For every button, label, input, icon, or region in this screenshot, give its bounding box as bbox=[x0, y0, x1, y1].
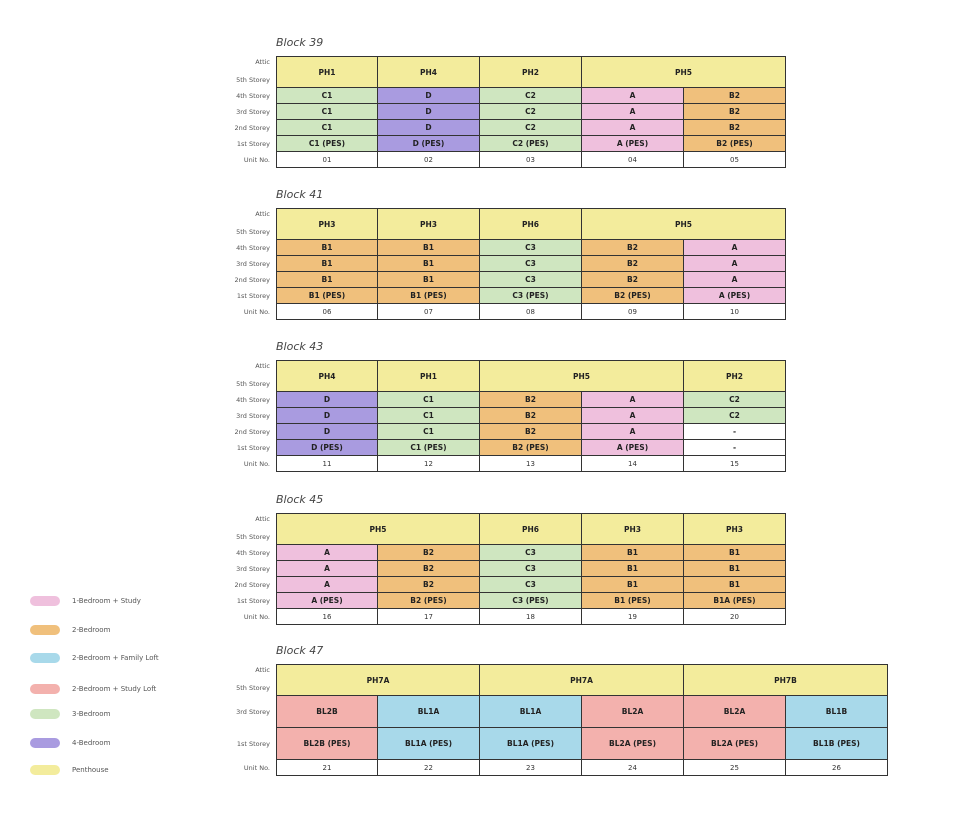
unit-number-cell: 16 bbox=[276, 609, 378, 625]
legend-swatch bbox=[30, 765, 60, 775]
unit-number-cell: 18 bbox=[480, 609, 582, 625]
row-label-second: 2nd Storey bbox=[234, 580, 270, 589]
unit-type-cell[interactable]: C2 (PES) bbox=[480, 136, 582, 152]
row-label-first: 1st Storey bbox=[236, 443, 270, 452]
unit-number-cell: 01 bbox=[276, 152, 378, 168]
unit-type-cell[interactable]: C3 bbox=[480, 561, 582, 577]
row-label-unit: Unit No. bbox=[243, 459, 270, 468]
unit-number-cell: 14 bbox=[582, 456, 684, 472]
penthouse-cell[interactable]: PH4 bbox=[378, 56, 480, 88]
unit-type-cell[interactable]: C1 bbox=[276, 104, 378, 120]
unit-number-cell: 15 bbox=[684, 456, 786, 472]
unit-type-cell[interactable]: A bbox=[276, 545, 378, 561]
unit-type-cell[interactable]: C3 bbox=[480, 240, 582, 256]
unit-type-cell[interactable]: B2 (PES) bbox=[684, 136, 786, 152]
penthouse-cell[interactable]: PH7B bbox=[684, 664, 888, 696]
unit-type-cell[interactable]: B1 bbox=[582, 545, 684, 561]
unit-type-cell[interactable]: BL1B (PES) bbox=[786, 728, 888, 760]
unit-type-cell[interactable]: C1 bbox=[378, 408, 480, 424]
unit-type-cell[interactable]: BL2A (PES) bbox=[582, 728, 684, 760]
unit-type-cell[interactable]: D bbox=[276, 424, 378, 440]
legend-swatch bbox=[30, 653, 60, 663]
row-label-fifth: 5th Storey bbox=[236, 533, 270, 541]
unit-type-cell[interactable]: B1 bbox=[378, 272, 480, 288]
unit-type-cell[interactable]: B1 bbox=[276, 256, 378, 272]
unit-type-cell[interactable]: B1A (PES) bbox=[684, 593, 786, 609]
unit-type-cell[interactable]: - bbox=[684, 424, 786, 440]
unit-number-cell: 21 bbox=[276, 760, 378, 776]
legend-swatch bbox=[30, 738, 60, 748]
row-label-third: 3rd Storey bbox=[236, 707, 270, 716]
penthouse-cell[interactable]: PH7A bbox=[480, 664, 684, 696]
unit-type-cell[interactable]: B1 bbox=[276, 240, 378, 256]
legend-label: 4-Bedroom bbox=[72, 739, 111, 747]
row-label-first: 1st Storey bbox=[236, 139, 270, 148]
unit-type-cell[interactable]: BL1B bbox=[786, 696, 888, 728]
penthouse-cell[interactable]: PH3 bbox=[378, 208, 480, 240]
row-label-third: 3rd Storey bbox=[236, 564, 270, 573]
block-title: Block 41 bbox=[276, 188, 324, 201]
row-label-attic: Attic bbox=[255, 515, 270, 523]
unit-type-cell[interactable]: C3 bbox=[480, 272, 582, 288]
row-label-fifth: 5th Storey bbox=[236, 228, 270, 236]
unit-type-cell[interactable]: A bbox=[582, 120, 684, 136]
unit-type-cell[interactable]: B1 bbox=[582, 577, 684, 593]
unit-type-cell[interactable]: B2 bbox=[582, 256, 684, 272]
row-label-attic: Attic bbox=[255, 58, 270, 66]
penthouse-cell[interactable]: PH7A bbox=[276, 664, 480, 696]
unit-type-cell[interactable]: B2 bbox=[378, 577, 480, 593]
penthouse-cell[interactable]: PH3 bbox=[684, 513, 786, 545]
penthouse-cell[interactable]: PH5 bbox=[480, 360, 684, 392]
unit-type-cell[interactable]: B2 bbox=[480, 408, 582, 424]
unit-type-cell[interactable]: C2 bbox=[480, 120, 582, 136]
legend-swatch bbox=[30, 709, 60, 719]
unit-type-cell[interactable]: A (PES) bbox=[582, 136, 684, 152]
unit-number-cell: 04 bbox=[582, 152, 684, 168]
unit-type-cell[interactable]: BL1A (PES) bbox=[480, 728, 582, 760]
legend-label: 3-Bedroom bbox=[72, 710, 111, 718]
unit-type-cell[interactable]: B2 bbox=[684, 104, 786, 120]
row-label-attic: Attic bbox=[255, 666, 270, 674]
legend-label: 2-Bedroom + Study Loft bbox=[72, 685, 157, 693]
row-label-attic: Attic bbox=[255, 362, 270, 370]
unit-type-cell[interactable]: B1 bbox=[378, 240, 480, 256]
unit-type-cell[interactable]: C3 bbox=[480, 256, 582, 272]
unit-type-cell[interactable]: A bbox=[582, 104, 684, 120]
block-title: Block 45 bbox=[276, 493, 324, 506]
row-label-fourth: 4th Storey bbox=[236, 243, 270, 252]
unit-type-cell[interactable]: A bbox=[684, 272, 786, 288]
unit-number-cell: 03 bbox=[480, 152, 582, 168]
legend-item bbox=[30, 736, 110, 750]
penthouse-cell[interactable]: PH3 bbox=[276, 208, 378, 240]
row-label-third: 3rd Storey bbox=[236, 259, 270, 268]
unit-type-cell[interactable]: B1 bbox=[582, 561, 684, 577]
row-label-third: 3rd Storey bbox=[236, 411, 270, 420]
unit-number-cell: 06 bbox=[276, 304, 378, 320]
unit-type-cell[interactable]: BL2B (PES) bbox=[276, 728, 378, 760]
unit-number-cell: 08 bbox=[480, 304, 582, 320]
row-label-unit: Unit No. bbox=[243, 307, 270, 316]
unit-number-cell: 17 bbox=[378, 609, 480, 625]
unit-type-cell[interactable]: C2 bbox=[480, 104, 582, 120]
row-label-second: 2nd Storey bbox=[234, 275, 270, 284]
unit-type-cell[interactable]: B1 bbox=[276, 272, 378, 288]
unit-type-cell[interactable]: B2 bbox=[582, 240, 684, 256]
unit-type-cell[interactable]: C1 bbox=[276, 88, 378, 104]
unit-type-cell[interactable]: A bbox=[684, 240, 786, 256]
penthouse-cell[interactable]: PH2 bbox=[684, 360, 786, 392]
unit-number-cell: 05 bbox=[684, 152, 786, 168]
unit-type-cell[interactable]: BL1A (PES) bbox=[378, 728, 480, 760]
penthouse-cell[interactable]: PH6 bbox=[480, 513, 582, 545]
penthouse-cell[interactable]: PH1 bbox=[378, 360, 480, 392]
row-label-first: 1st Storey bbox=[236, 291, 270, 300]
unit-type-cell[interactable]: D bbox=[276, 408, 378, 424]
row-label-fifth: 5th Storey bbox=[236, 380, 270, 388]
row-label-first: 1st Storey bbox=[236, 739, 270, 748]
row-label-unit: Unit No. bbox=[243, 155, 270, 164]
unit-type-cell[interactable]: B2 bbox=[378, 545, 480, 561]
unit-type-cell[interactable]: A bbox=[582, 88, 684, 104]
unit-type-cell[interactable]: B2 bbox=[684, 120, 786, 136]
unit-type-cell[interactable]: C1 (PES) bbox=[276, 136, 378, 152]
unit-type-cell[interactable]: A bbox=[684, 256, 786, 272]
unit-type-cell[interactable]: D bbox=[276, 392, 378, 408]
unit-type-cell[interactable]: B2 (PES) bbox=[378, 593, 480, 609]
unit-type-cell[interactable]: C1 bbox=[378, 424, 480, 440]
unit-type-cell[interactable]: D bbox=[378, 88, 480, 104]
unit-number-cell: 11 bbox=[276, 456, 378, 472]
unit-type-cell[interactable]: A bbox=[276, 577, 378, 593]
unit-type-cell[interactable]: BL1A bbox=[378, 696, 480, 728]
unit-type-cell[interactable]: A (PES) bbox=[276, 593, 378, 609]
unit-number-cell: 20 bbox=[684, 609, 786, 625]
unit-type-cell[interactable]: B2 bbox=[480, 424, 582, 440]
unit-type-cell[interactable]: C3 bbox=[480, 577, 582, 593]
legend-item bbox=[30, 623, 110, 637]
unit-type-cell[interactable]: B1 bbox=[684, 561, 786, 577]
legend-label: 2-Bedroom bbox=[72, 626, 111, 634]
unit-type-cell[interactable]: B2 bbox=[480, 392, 582, 408]
penthouse-cell[interactable]: PH2 bbox=[480, 56, 582, 88]
unit-type-cell[interactable]: B2 (PES) bbox=[480, 440, 582, 456]
unit-number-cell: 19 bbox=[582, 609, 684, 625]
unit-type-cell[interactable]: D bbox=[378, 120, 480, 136]
penthouse-cell[interactable]: PH1 bbox=[276, 56, 378, 88]
unit-type-cell[interactable]: B1 bbox=[684, 545, 786, 561]
unit-number-cell: 25 bbox=[684, 760, 786, 776]
unit-type-cell[interactable]: - bbox=[684, 440, 786, 456]
block-title: Block 47 bbox=[276, 644, 324, 657]
unit-number-cell: 13 bbox=[480, 456, 582, 472]
unit-number-cell: 22 bbox=[378, 760, 480, 776]
unit-type-cell[interactable]: C2 bbox=[480, 88, 582, 104]
legend-item bbox=[30, 763, 109, 777]
penthouse-cell[interactable]: PH5 bbox=[276, 513, 480, 545]
unit-type-cell[interactable]: B2 bbox=[378, 561, 480, 577]
row-label-fourth: 4th Storey bbox=[236, 91, 270, 100]
unit-number-cell: 12 bbox=[378, 456, 480, 472]
penthouse-cell[interactable]: PH3 bbox=[582, 513, 684, 545]
block-title: Block 39 bbox=[276, 36, 324, 49]
penthouse-cell[interactable]: PH4 bbox=[276, 360, 378, 392]
row-label-second: 2nd Storey bbox=[234, 123, 270, 132]
unit-type-cell[interactable]: D bbox=[378, 104, 480, 120]
row-label-unit: Unit No. bbox=[243, 763, 270, 772]
unit-type-cell[interactable]: A bbox=[582, 392, 684, 408]
block-title: Block 43 bbox=[276, 340, 324, 353]
unit-type-cell[interactable]: A bbox=[276, 561, 378, 577]
legend-label: 1-Bedroom + Study bbox=[72, 597, 141, 605]
row-label-fifth: 5th Storey bbox=[236, 684, 270, 692]
unit-type-cell[interactable]: C3 bbox=[480, 545, 582, 561]
unit-number-cell: 23 bbox=[480, 760, 582, 776]
legend-label: 2-Bedroom + Family Loft bbox=[72, 654, 159, 662]
unit-type-cell[interactable]: A (PES) bbox=[582, 440, 684, 456]
legend-item bbox=[30, 707, 110, 721]
penthouse-cell[interactable]: PH5 bbox=[582, 208, 786, 240]
row-label-fifth: 5th Storey bbox=[236, 76, 270, 84]
row-label-attic: Attic bbox=[255, 210, 270, 218]
unit-type-cell[interactable]: C1 (PES) bbox=[378, 440, 480, 456]
unit-type-cell[interactable]: D (PES) bbox=[276, 440, 378, 456]
unit-number-cell: 09 bbox=[582, 304, 684, 320]
unit-type-cell[interactable]: BL2A bbox=[684, 696, 786, 728]
legend-item bbox=[30, 651, 159, 665]
unit-number-cell: 10 bbox=[684, 304, 786, 320]
unit-type-cell[interactable]: A bbox=[582, 408, 684, 424]
unit-type-cell[interactable]: BL1A bbox=[480, 696, 582, 728]
row-label-unit: Unit No. bbox=[243, 612, 270, 621]
unit-type-cell[interactable]: D (PES) bbox=[378, 136, 480, 152]
legend-item bbox=[30, 682, 156, 696]
unit-type-cell[interactable]: B2 bbox=[684, 88, 786, 104]
unit-type-cell[interactable]: A bbox=[582, 424, 684, 440]
unit-type-cell[interactable]: B1 (PES) bbox=[276, 288, 378, 304]
unit-type-cell[interactable]: BL2A (PES) bbox=[684, 728, 786, 760]
row-label-fourth: 4th Storey bbox=[236, 395, 270, 404]
unit-number-cell: 02 bbox=[378, 152, 480, 168]
unit-number-cell: 26 bbox=[786, 760, 888, 776]
unit-number-cell: 24 bbox=[582, 760, 684, 776]
penthouse-cell[interactable]: PH5 bbox=[582, 56, 786, 88]
legend-item bbox=[30, 594, 141, 608]
row-label-fourth: 4th Storey bbox=[236, 548, 270, 557]
unit-type-cell[interactable]: B2 bbox=[582, 272, 684, 288]
unit-type-cell[interactable]: B1 bbox=[378, 256, 480, 272]
unit-type-cell[interactable]: B1 bbox=[684, 577, 786, 593]
unit-type-cell[interactable]: C1 bbox=[276, 120, 378, 136]
legend-swatch bbox=[30, 596, 60, 606]
unit-type-cell[interactable]: C3 (PES) bbox=[480, 288, 582, 304]
row-label-second: 2nd Storey bbox=[234, 427, 270, 436]
unit-type-cell[interactable]: C2 bbox=[684, 392, 786, 408]
unit-type-cell[interactable]: B1 (PES) bbox=[378, 288, 480, 304]
legend-label: Penthouse bbox=[72, 766, 109, 774]
penthouse-cell[interactable]: PH6 bbox=[480, 208, 582, 240]
legend-swatch bbox=[30, 625, 60, 635]
unit-number-cell: 07 bbox=[378, 304, 480, 320]
unit-type-cell[interactable]: C2 bbox=[684, 408, 786, 424]
unit-type-cell[interactable]: A (PES) bbox=[684, 288, 786, 304]
legend-swatch bbox=[30, 684, 60, 694]
unit-type-cell[interactable]: B1 (PES) bbox=[582, 593, 684, 609]
unit-type-cell[interactable]: BL2B bbox=[276, 696, 378, 728]
unit-type-cell[interactable]: BL2A bbox=[582, 696, 684, 728]
row-label-third: 3rd Storey bbox=[236, 107, 270, 116]
row-label-first: 1st Storey bbox=[236, 596, 270, 605]
unit-type-cell[interactable]: C3 (PES) bbox=[480, 593, 582, 609]
unit-type-cell[interactable]: C1 bbox=[378, 392, 480, 408]
unit-type-cell[interactable]: B2 (PES) bbox=[582, 288, 684, 304]
